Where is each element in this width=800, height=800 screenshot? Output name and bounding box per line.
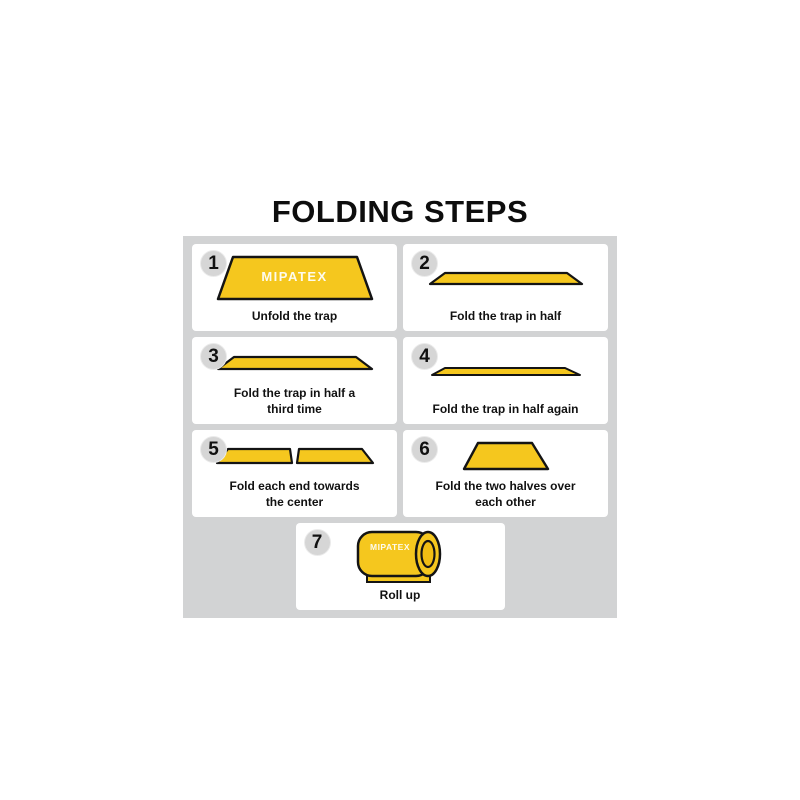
step-card-1 bbox=[192, 244, 397, 331]
tarp-halves-folded-icon bbox=[461, 441, 551, 472]
step-caption: Fold the trap in half again bbox=[432, 401, 579, 416]
tarp-folded-third-icon bbox=[216, 355, 374, 372]
tarp-roll-icon bbox=[356, 530, 444, 586]
step-number-badge: 5 bbox=[200, 436, 227, 463]
step-card-4 bbox=[403, 337, 608, 424]
steps-row-4 bbox=[192, 523, 608, 610]
tarp-folded-half-icon bbox=[428, 271, 584, 287]
steps-row-1 bbox=[192, 244, 608, 331]
step-caption: Unfold the trap bbox=[251, 308, 338, 323]
step-card-7 bbox=[296, 523, 505, 610]
step-card-5 bbox=[192, 430, 397, 517]
step-card-6 bbox=[403, 430, 608, 517]
step-number-badge: 3 bbox=[200, 343, 227, 370]
step-number-badge: 6 bbox=[411, 436, 438, 463]
step-caption: Roll up bbox=[379, 587, 421, 602]
step-number-badge: 4 bbox=[411, 343, 438, 370]
step-caption: Fold the trap in half bbox=[449, 308, 562, 323]
step-caption: Fold the trap in half a third time bbox=[233, 385, 356, 416]
steps-row-2 bbox=[192, 337, 608, 424]
page-title: FOLDING STEPS bbox=[271, 194, 529, 229]
step-number-badge: 7 bbox=[304, 529, 331, 556]
step-number-badge: 1 bbox=[200, 250, 227, 277]
step-caption: Fold each end towards the center bbox=[229, 478, 360, 509]
step-card-2 bbox=[403, 244, 608, 331]
step-caption: Fold the two halves over each other bbox=[435, 478, 576, 509]
steps-row-3 bbox=[192, 430, 608, 517]
steps-panel bbox=[183, 236, 617, 618]
step-number-badge: 2 bbox=[411, 250, 438, 277]
tarp-ends-to-center-icon bbox=[215, 447, 375, 466]
brand-label: MIPATEX bbox=[261, 268, 328, 284]
tarp-folded-again-icon bbox=[430, 366, 582, 378]
step-card-3 bbox=[192, 337, 397, 424]
